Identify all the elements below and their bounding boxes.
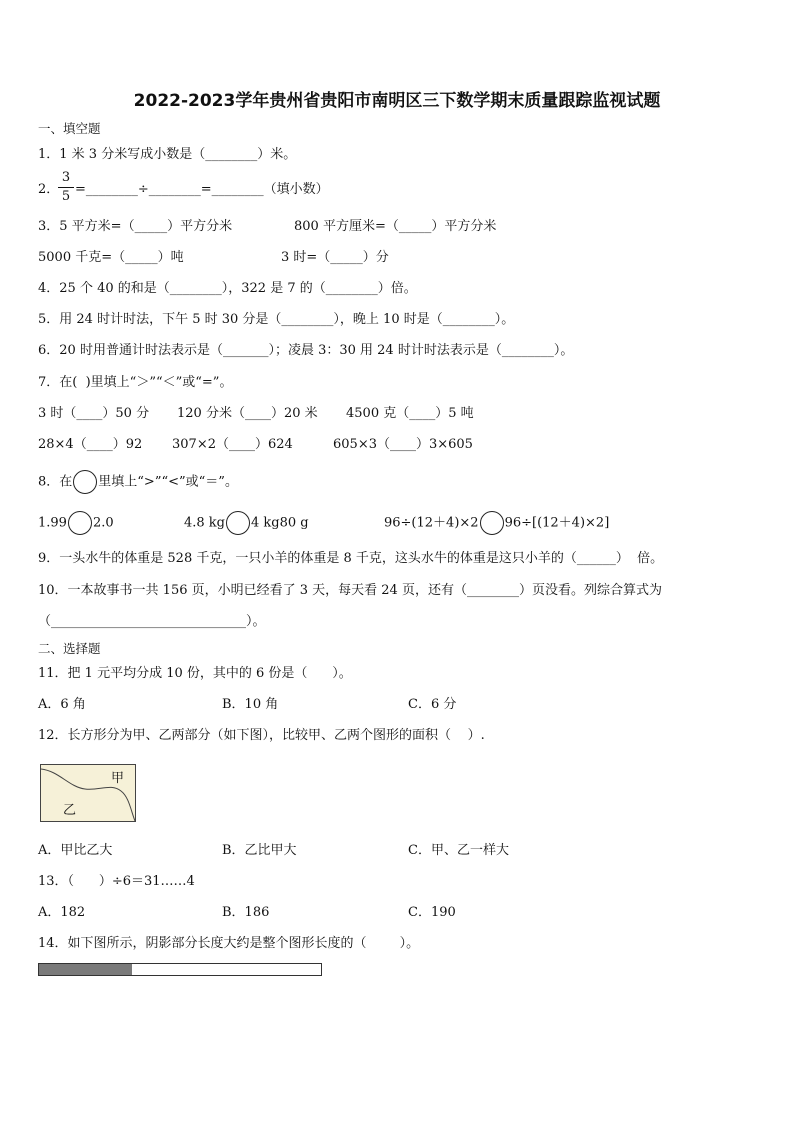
question-6: 6．20 时用普通计时法表示是（_______）；凌晨 3：30 用 24 时计时法表示是（________）。: [38, 343, 574, 358]
fraction-denominator: 5: [61, 189, 71, 204]
question-12-option-a: A．甲比乙大: [38, 843, 113, 858]
question-12-option-c: C．甲、乙一样大: [408, 843, 509, 858]
fraction-three-fifths: [58, 170, 74, 205]
question-8-pre: 8．在: [38, 474, 73, 490]
section-heading-fill-blank: 一、填空题: [38, 121, 101, 136]
question-4: 4．25 个 40 的和是（________），322 是 7 的（________）倍。: [38, 281, 417, 296]
question-7-item-1: 3 时（____）50 分: [38, 406, 150, 421]
length-bar: [38, 963, 322, 976]
question-11-option-a: A．6 角: [38, 697, 86, 712]
compare-circle: [480, 511, 504, 535]
shaded-part: [39, 964, 132, 975]
question-3b: 800 平方厘米=（_____）平方分米: [294, 219, 497, 234]
label-jia: 甲: [111, 771, 125, 786]
compare-circle: [68, 511, 92, 535]
question-1: 1．1 米 3 分米写成小数是（________）米。: [38, 147, 297, 162]
question-3d: 3 时=（_____）分: [281, 250, 389, 265]
question-11-stem: 11．把 1 元平均分成 10 份，其中的 6 份是（ ）。: [38, 666, 352, 681]
question-7-item-5: 307×2（____）624: [172, 437, 293, 452]
compare-right: 96÷[(12＋4)×2]: [504, 515, 610, 531]
question-7-item-3: 4500 克（____）5 吨: [346, 406, 474, 421]
compare-left: 96÷(12＋4)×2: [384, 515, 479, 531]
question-8-item-1: [38, 511, 114, 536]
label-yi: 乙: [63, 803, 77, 818]
question-13-option-b: B．186: [222, 905, 270, 920]
question-14-stem: 14．如下图所示，阴影部分长度大约是整个图形长度的（ ）。: [38, 936, 420, 951]
compare-left: 4.8 kg: [184, 515, 226, 531]
question-8-post: 里填上“>”“<”或“＝”。: [98, 474, 238, 490]
fraction-bar: [58, 187, 74, 188]
question-11-option-b: B．10 角: [222, 697, 279, 712]
blank-circle: [73, 470, 97, 494]
question-7-item-4: 28×4（____）92: [38, 437, 143, 452]
compare-right: 2.0: [92, 515, 114, 531]
rectangle-figure: [40, 764, 136, 822]
question-12-option-b: B．乙比甲大: [222, 843, 297, 858]
question-8-stem: [38, 470, 238, 495]
compare-circle: [226, 511, 250, 535]
question-3a: 3．5 平方米=（_____）平方分米: [38, 219, 233, 234]
question-13-stem: 13．（ ）÷6＝31……4: [38, 874, 195, 889]
question-7-stem: 7．在( )里填上“＞”“＜”或“=”。: [38, 375, 233, 390]
fraction-numerator: 3: [61, 170, 71, 185]
question-5: 5．用 24 时计时法，下午 5 时 30 分是（________），晚上 10 时是（________）。: [38, 312, 515, 327]
question-10-line-2: （______________________________）。: [38, 614, 266, 629]
question-7-item-6: 605×3（____）3×605: [333, 437, 473, 452]
question-10-line-1: 10．一本故事书一共 156 页，小明已经看了 3 天，每天看 24 页，还有（________）页没看。列综合算式为: [38, 583, 662, 598]
question-9: 9．一头水牛的体重是 528 千克，一只小羊的体重是 8 千克，这头水牛的体重是这只小羊的（______） 倍。: [38, 551, 664, 566]
question-2-number: 2．: [38, 182, 60, 197]
compare-left: 1.99: [38, 515, 67, 531]
question-13-option-c: C．190: [408, 905, 456, 920]
question-12-stem: 12．长方形分为甲、乙两部分（如下图），比较甲、乙两个图形的面积（ ）.: [38, 728, 485, 743]
section-heading-choice: 二、选择题: [38, 641, 101, 656]
question-8-item-3: [384, 511, 609, 536]
question-3c: 5000 千克=（_____）吨: [38, 250, 184, 265]
question-11-option-c: C．6 分: [408, 697, 457, 712]
compare-right: 4 kg80 g: [251, 515, 309, 531]
page-title: 2022-2023学年贵州省贵阳市南明区三下数学期末质量跟踪监视试题: [133, 91, 661, 111]
question-2-text: =________÷________=________（填小数）: [75, 182, 329, 197]
question-13-option-a: A．182: [38, 905, 86, 920]
question-8-item-2: [184, 511, 309, 536]
question-7-item-2: 120 分米（____）20 米: [177, 406, 318, 421]
